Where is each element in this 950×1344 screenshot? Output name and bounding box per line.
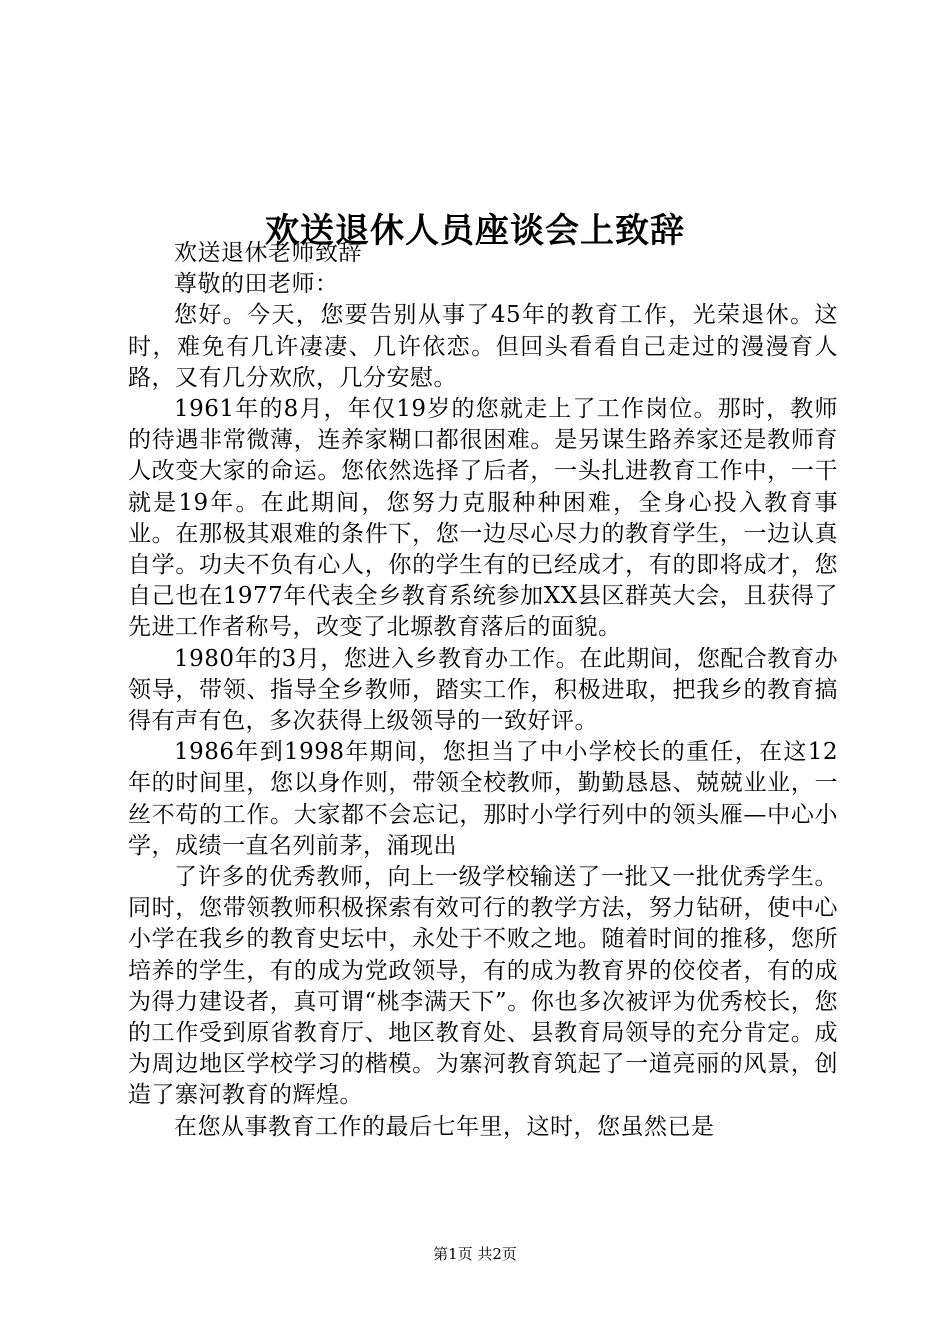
paragraph-salutation: 尊敬的田老师： <box>174 271 339 298</box>
paragraph: 您好。今天，您要告别从事了45年的教育工作，光荣退休。这时，难免有几许凄凄、几许依恋。但回头看看自己走过的漫漫育人路，又有几分欢欣，几分安慰。 <box>128 302 838 391</box>
paragraph-heading: 欢送退休老师致辞 <box>174 240 362 266</box>
page-footer: 第1页 共2页 <box>433 1245 517 1263</box>
paragraph: 1961年的8月，年仅19岁的您就走上了工作岗位。那时，教师的待遇非常微薄，连养家糊口都很困难。是另谋生路养家还是教师育人改变大家的命运。您依然选择了后者，一头扎进教育工作中，一干就是19年。在此期间，您努力克服种种困难，全身心投入教育事业。在那极其艰难的条件下，您一边尽心尽力的教育学生，一边认真自学。功夫不负有心人，你的学生有的已经成才，有的即将成才，您自己也在1977年代表全乡教育系统参加XX县区群英大会，且获得了先进工作者称号，改变了北塬教育落后的面貌。 <box>128 396 838 641</box>
paragraph: 在您从事教育工作的最后七年里，这时，您虽然已是 <box>174 1113 715 1140</box>
document-body <box>128 238 838 1143</box>
document-title: 欢送退休人员座谈会上致辞 <box>265 210 685 251</box>
paragraph: 1980年的3月，您进入乡教育办工作。在此期间，您配合教育办领导，带领、指导全乡教师，踏实工作，积极进取，把我乡的教育搞得有声有色，多次获得上级领导的一致好评。 <box>128 645 838 735</box>
paragraph: 1986年到1998年期间，您担当了中小学校长的重任，在这12年的时间里，您以身作则，带领全校教师，勤勤恳恳、兢兢业业，一丝不苟的工作。大家都不会忘记，那时小学行列中的领头雁—中心小学，成绩一直名列前茅，涌现出 <box>128 739 838 859</box>
paragraph: 了许多的优秀教师，向上一级学校输送了一批又一批优秀学生。同时，您带领教师积极探索有效可行的教学方法，努力钻研，使中心小学在我乡的教育史坛中，永处于不败之地。随着时间的推移，您所培养的学生，有的成为党政领导，有的成为教育界的佼佼者，有的成为得力建设者，真可谓“桃李满天下”。你也多次被评为优秀校长，您的工作受到原省教育厅、地区教育处、县教育局领导的充分肯定。成为周边地区学校学习的楷模。为寨河教育筑起了一道亮丽的风景，创造了寨河教育的辉煌。 <box>128 864 838 1109</box>
